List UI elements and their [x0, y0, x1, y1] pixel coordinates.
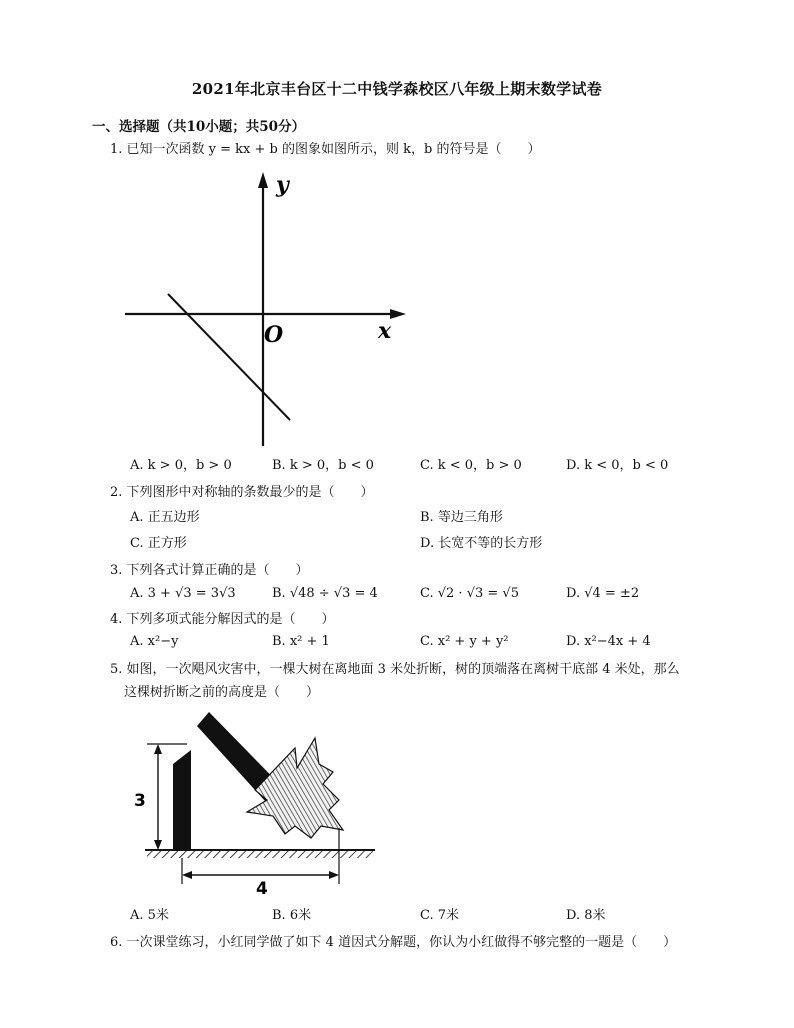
q2-option-d: D. 长宽不等的长方形 [420, 536, 543, 551]
q1-function-graph [120, 168, 420, 453]
q3-option-c: C. √2 · √3 = √5 [420, 586, 519, 601]
question-2-stem: 2. 下列图形中对称轴的条数最少的是（ ） [110, 485, 374, 500]
q3-option-a: A. 3 + √3 = 3√3 [130, 586, 236, 601]
height-label: 3 [134, 791, 146, 811]
tree-trunk [173, 750, 191, 850]
q5-option-a: A. 5米 [130, 908, 169, 923]
x-axis-label: x [378, 318, 392, 344]
question-5-stem-line1: 5. 如图，一次飓风灾害中，一棵大树在离地面 3 米处折断，树的顶端落在离树干底部 4 米处，那么 [110, 662, 680, 677]
base-label: 4 [256, 879, 268, 899]
question-3-stem: 3. 下列各式计算正确的是（ ） [110, 563, 309, 578]
q1-option-b: B. k > 0，b < 0 [272, 458, 374, 473]
q3-option-d: D. √4 = ±2 [566, 586, 640, 601]
q3-option-b: B. √48 ÷ √3 = 4 [272, 586, 378, 601]
question-4-stem: 4. 下列多项式能分解因式的是（ ） [110, 612, 335, 627]
q2-option-c: C. 正方形 [130, 536, 187, 551]
page-title: 2021年北京丰台区十二中钱学森校区八年级上期末数学试卷 [191, 80, 603, 98]
question-1-stem: 1. 已知一次函数 y = kx + b 的图象如图所示，则 k，b 的符号是（ ） [110, 142, 541, 157]
q5-option-b: B. 6米 [272, 908, 312, 923]
q4-option-d: D. x²−4x + 4 [566, 634, 651, 649]
q1-option-a: A. k > 0，b > 0 [130, 458, 232, 473]
q5-option-c: C. 7米 [420, 908, 460, 923]
origin-label: O [264, 322, 284, 348]
q2-option-a: A. 正五边形 [130, 510, 200, 525]
question-6-stem: 6. 一次课堂练习，小红同学做了如下 4 道因式分解题，你认为小红做得不够完整的一题是（ ） [110, 935, 677, 950]
q2-option-b: B. 等边三角形 [420, 510, 503, 525]
q4-option-a: A. x²−y [130, 634, 179, 649]
q1-option-d: D. k < 0，b < 0 [566, 458, 669, 473]
tree-foliage [247, 738, 343, 838]
q4-option-b: B. x² + 1 [272, 634, 330, 649]
y-axis-arrow [258, 172, 268, 188]
x-axis-arrow [390, 309, 406, 319]
q5-broken-tree-figure [125, 708, 395, 908]
section-heading: 一、选择题（共10小题；共50分） [92, 119, 306, 135]
q5-option-d: D. 8米 [566, 908, 606, 923]
question-5-stem-line2: 这棵树折断之前的高度是（ ） [124, 685, 320, 700]
q1-option-c: C. k < 0，b > 0 [420, 458, 522, 473]
q4-option-c: C. x² + y + y² [420, 634, 509, 649]
y-axis-label: y [276, 172, 289, 198]
